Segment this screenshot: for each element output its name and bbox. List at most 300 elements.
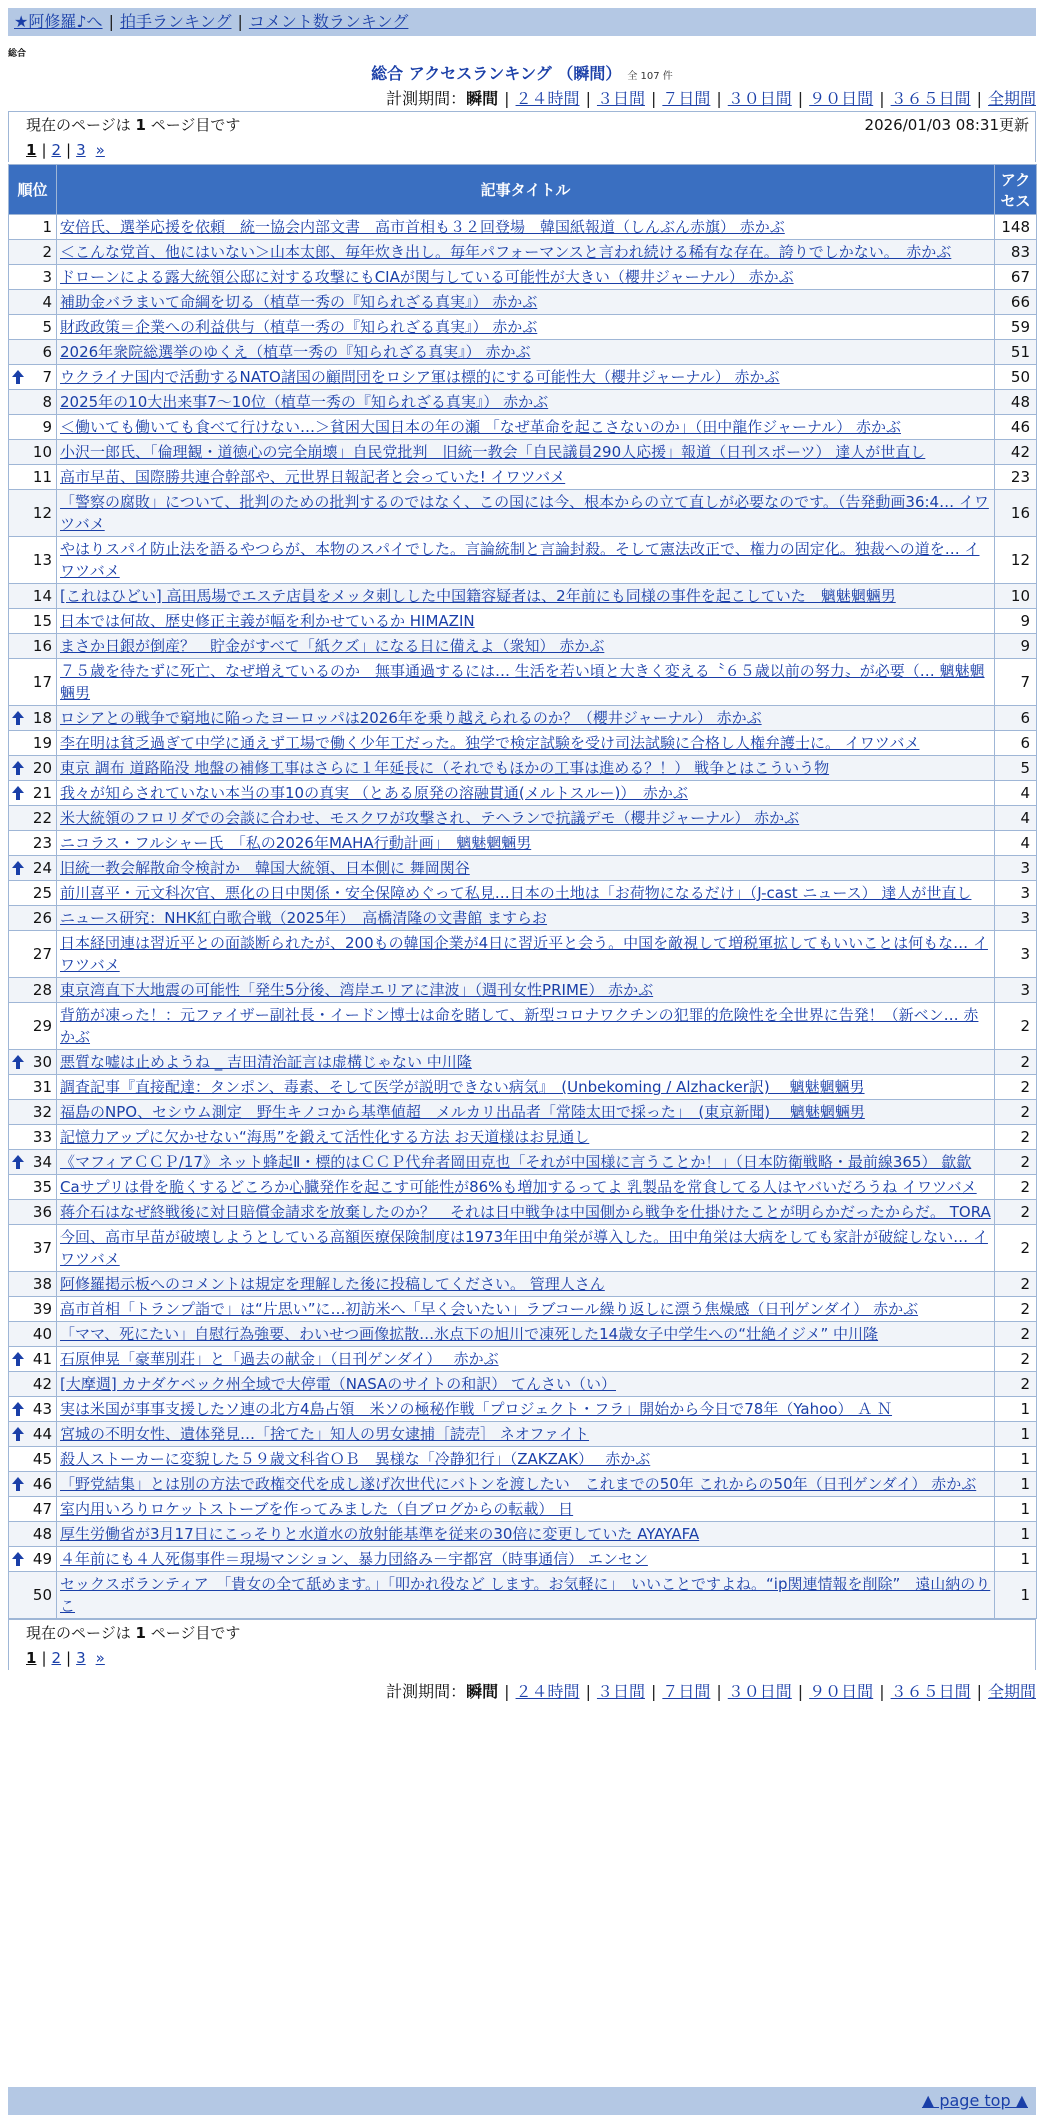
page-1-current: 1 <box>26 141 37 159</box>
article-title-link[interactable]: 東京湾直下大地震の可能性「発生5分後、湾岸エリアに津波」（週刊女性PRIME） 赤かぶ <box>60 981 654 999</box>
next-page-link[interactable]: » <box>95 141 105 159</box>
updated-timestamp: 2026/01/03 08:31更新 <box>864 116 1029 134</box>
page-link-2[interactable]: 2 <box>51 141 62 159</box>
article-title-link[interactable]: 「ママ、死にたい」自慰行為強要、わいせつ画像拡散…氷点下の旭川で凍死した14歳女子中学生への“壮絶イジメ” 中川隆 <box>60 1325 879 1343</box>
period-link-30days[interactable]: ３０日間 <box>727 89 792 108</box>
article-title-link[interactable]: 高市早苗、国際勝共連合幹部や、元世界日報記者と会っていた! イワツバメ <box>60 468 566 486</box>
rank-up-arrow-icon <box>12 761 24 775</box>
article-title-link[interactable]: セックスボランティア 「貴女の全て舐めます。」「叩かれ役など します。お気軽に」 いいことですよね。“ip関連情報を削除” 遠山納のりこ <box>60 1575 991 1615</box>
article-title-link[interactable]: 悪質な嘘は止めようね _ 吉田清治証言は虚構じゃない 中川隆 <box>60 1053 472 1071</box>
article-title-link[interactable]: 記憶力アップに欠かせない“海馬”を鍛えて活性化する方法 お天道様はお見通し <box>60 1128 590 1146</box>
title-cell <box>57 1547 995 1572</box>
access-count: 2 <box>995 1272 1037 1297</box>
article-title-link[interactable]: ロシアとの戦争で窮地に陥ったヨーロッパは2026年を乗り越えられるのか？（櫻井ジャーナル） 赤かぶ <box>60 709 762 727</box>
table-row <box>9 831 1037 856</box>
rank-cell <box>9 856 57 881</box>
access-count: 42 <box>995 440 1037 465</box>
title-cell <box>57 1175 995 1200</box>
nav-link-asyura-home[interactable]: ★阿修羅♪へ <box>14 12 103 31</box>
article-title-link[interactable]: 旧統一教会解散命令検討か 韓国大統領、日本側に 舞岡関谷 <box>60 859 470 877</box>
rank-cell <box>9 806 57 831</box>
rank-number: 25 <box>32 884 52 902</box>
period-label: 計測期間： <box>386 89 467 108</box>
table-row <box>9 415 1037 440</box>
rank-number: 27 <box>32 945 52 963</box>
article-title-link[interactable]: 福島のNPO、セシウム測定 野生キノコから基準値超 メルカリ出品者「常陸太田で採った」 (東京新聞) 魑魅魍魎男 <box>60 1103 865 1121</box>
rank-cell <box>9 1497 57 1522</box>
rank-number: 38 <box>32 1275 52 1293</box>
table-row <box>9 440 1037 465</box>
table-row <box>9 806 1037 831</box>
table-row <box>9 1225 1037 1272</box>
access-count: 2 <box>995 1125 1037 1150</box>
table-row <box>9 290 1037 315</box>
title-cell <box>57 290 995 315</box>
header-access: アクセス <box>995 165 1037 215</box>
rank-number: 12 <box>32 504 52 522</box>
article-title-link[interactable]: 日本では何故、歴史修正主義が幅を利かせているか HIMAZIN <box>60 612 475 630</box>
table-row <box>9 1297 1037 1322</box>
access-count: 46 <box>995 415 1037 440</box>
article-title-link[interactable]: Caサプリは骨を脆くするどころか心臓発作を起こす可能性が86%も増加するってよ 乳製品を常食してる人はヤバいだろうね イワツバメ <box>60 1178 977 1196</box>
access-count: 2 <box>995 1297 1037 1322</box>
current-page-number: 1 <box>135 116 146 134</box>
period-selector-bottom: 計測期間：瞬間 | ２４時間 | ３日間 | ７日間 | ３０日間 | ９０日間 | ３６５日間 | 全期間 <box>386 1682 1036 1701</box>
access-count: 2 <box>995 1050 1037 1075</box>
article-title-link[interactable]: 補助金バラまいて命綱を切る（植草一秀の『知られざる真実』） 赤かぶ <box>60 293 538 311</box>
access-count: 16 <box>995 490 1037 537</box>
article-title-link[interactable]: ニュース研究：NHK紅白歌合戦（2025年） 高橋清隆の文書館 ますらお <box>60 909 548 927</box>
article-title-link[interactable]: 我々が知らされていない本当の事10の真実 （とある原発の溶融貫通(メルトスルー)） 赤かぶ <box>60 784 688 802</box>
nav-separator: | <box>237 12 243 31</box>
rank-cell <box>9 931 57 978</box>
article-title-link[interactable]: 安倍氏、選挙応援を依頼 統一協会内部文書 高市首相も３２回登場 韓国紙報道（しんぶん赤旗） 赤かぶ <box>60 218 785 236</box>
title-cell <box>57 1447 995 1472</box>
rank-number: 18 <box>32 709 52 727</box>
header-title: 記事タイトル <box>57 165 995 215</box>
access-count: 2 <box>995 1150 1037 1175</box>
title-cell <box>57 1322 995 1347</box>
rank-cell <box>9 634 57 659</box>
table-row <box>9 1472 1037 1497</box>
table-row <box>9 731 1037 756</box>
access-count: 4 <box>995 806 1037 831</box>
period-link-7days-bottom[interactable]: ７日間 <box>662 1682 711 1701</box>
rank-cell <box>9 290 57 315</box>
article-title-link[interactable]: 高市首相「トランプ詣で」は“片思い”に…初訪米へ「早く会いたい」ラブコール繰り返しに漂う焦燥感（日刊ゲンダイ） 赤かぶ <box>60 1300 919 1318</box>
table-row <box>9 584 1037 609</box>
rank-number: 29 <box>32 1017 52 1035</box>
period-link-365days[interactable]: ３６５日間 <box>890 89 971 108</box>
title-cell <box>57 634 995 659</box>
title-cell <box>57 584 995 609</box>
article-title-link[interactable]: 《マフィアＣＣＰ/17》ネット蜂起Ⅱ・標的はＣＣＰ代弁者岡田克也「それが中国様に言うことか！」（日本防衛戦略・最前線365） 歙歙 <box>60 1153 972 1171</box>
page-link-3-bottom[interactable]: 3 <box>76 1649 86 1667</box>
rank-cell <box>9 340 57 365</box>
period-link-3days-bottom[interactable]: ３日間 <box>596 1682 645 1701</box>
rank-up-arrow-icon <box>12 1402 24 1416</box>
access-count: 2 <box>995 1003 1037 1050</box>
rank-cell <box>9 1422 57 1447</box>
rank-number: 42 <box>32 1375 52 1393</box>
period-selector-top: 計測期間：瞬間 | ２４時間 | ３日間 | ７日間 | ３０日間 | ９０日間 | ３６５日間 | 全期間 <box>386 89 1036 108</box>
rank-cell <box>9 731 57 756</box>
table-row <box>9 1050 1037 1075</box>
access-count: 2 <box>995 1100 1037 1125</box>
rank-up-arrow-icon <box>12 1352 24 1366</box>
table-row <box>9 1150 1037 1175</box>
rank-cell <box>9 1100 57 1125</box>
rank-number: 13 <box>32 551 52 569</box>
table-row <box>9 906 1037 931</box>
period-link-all[interactable]: 全期間 <box>987 89 1036 108</box>
rank-number: 24 <box>32 859 52 877</box>
access-count: 2 <box>995 1372 1037 1397</box>
current-page-info: 現在のページは 1 ページ目です 2026/01/03 08:31更新 <box>9 112 1035 138</box>
rank-number: 9 <box>42 418 52 436</box>
article-title-link[interactable]: ４年前にも４人死傷事件＝現場マンション、暴力団絡み－宇都宮（時事通信） エンセン <box>60 1550 648 1568</box>
table-row <box>9 856 1037 881</box>
rank-number: 35 <box>32 1178 52 1196</box>
access-count: 1 <box>995 1522 1037 1547</box>
period-link-24h[interactable]: ２４時間 <box>515 89 580 108</box>
title-cell <box>57 1347 995 1372</box>
table-row <box>9 240 1037 265</box>
table-row <box>9 1075 1037 1100</box>
rank-number: 37 <box>32 1239 52 1257</box>
title-cell <box>57 1472 995 1497</box>
period-link-all-bottom[interactable]: 全期間 <box>987 1682 1036 1701</box>
title-cell <box>57 906 995 931</box>
rank-number: 15 <box>32 612 52 630</box>
access-count: 12 <box>995 537 1037 584</box>
article-title-link[interactable]: やはりスパイ防止法を語るやつらが、本物のスパイでした。言論統制と言論封殺。そして憲法改正で、権力の固定化。独裁への道を… イワツバメ <box>60 540 980 580</box>
article-title-link[interactable]: まさか日銀が倒産？ 貯金がすべて「紙クズ」になる日に備えよ（衆知） 赤かぶ <box>60 637 605 655</box>
rank-cell <box>9 1547 57 1572</box>
table-row <box>9 931 1037 978</box>
pagination: 1 | 2 | 3 » <box>26 141 105 159</box>
title-cell <box>57 978 995 1003</box>
access-count: 66 <box>995 290 1037 315</box>
rank-number: 33 <box>32 1128 52 1146</box>
rank-cell <box>9 265 57 290</box>
rank-cell <box>9 1372 57 1397</box>
article-title-link[interactable]: ＜働いても働いても食べて行けない…＞貧困大国日本の年の瀬 「なぜ革命を起こさないのか」（田中龍作ジャーナル） 赤かぶ <box>60 418 901 436</box>
rank-number: 46 <box>32 1475 52 1493</box>
table-row <box>9 390 1037 415</box>
article-title-link[interactable]: ウクライナ国内で活動するNATO諸国の顧問団をロシア軍は標的にする可能性大（櫻井ジャーナル） 赤かぶ <box>60 368 780 386</box>
rank-number: 36 <box>32 1203 52 1221</box>
rank-number: 31 <box>32 1078 52 1096</box>
table-row <box>9 1522 1037 1547</box>
table-row <box>9 1422 1037 1447</box>
access-count: 2 <box>995 1322 1037 1347</box>
access-count: 2 <box>995 1225 1037 1272</box>
title-cell <box>57 931 995 978</box>
rank-number: 50 <box>32 1586 52 1604</box>
rank-number: 19 <box>32 734 52 752</box>
rank-cell <box>9 1125 57 1150</box>
title-cell <box>57 1497 995 1522</box>
table-row <box>9 1572 1037 1619</box>
rank-cell <box>9 1572 57 1619</box>
table-row <box>9 215 1037 240</box>
page-1-current-bottom: 1 <box>26 1649 37 1667</box>
title-cell <box>57 1150 995 1175</box>
rank-up-arrow-icon <box>12 1427 24 1441</box>
table-row <box>9 1372 1037 1397</box>
title-cell <box>57 609 995 634</box>
table-row <box>9 634 1037 659</box>
access-count: 4 <box>995 781 1037 806</box>
title-cell <box>57 856 995 881</box>
title-cell <box>57 1050 995 1075</box>
table-row <box>9 659 1037 706</box>
article-title-link[interactable]: 財政政策＝企業への利益供与（植草一秀の『知られざる真実』） 赤かぶ <box>60 318 538 336</box>
access-count: 3 <box>995 881 1037 906</box>
access-count: 1 <box>995 1447 1037 1472</box>
article-title-link[interactable]: 東京 調布 道路陥没 地盤の補修工事はさらに１年延長に（それでもほかの工事は進める？！） 戦争とはこういう物 <box>60 759 830 777</box>
access-count: 1 <box>995 1572 1037 1619</box>
rank-cell <box>9 215 57 240</box>
rank-number: 48 <box>32 1525 52 1543</box>
rank-number: 17 <box>32 673 52 691</box>
article-title-link[interactable]: 厚生労働省が3月17日にこっそりと水道水の放射能基準を従来の30倍に変更していた AYAYAFA <box>60 1525 700 1543</box>
title-cell <box>57 1225 995 1272</box>
table-row <box>9 1125 1037 1150</box>
rank-up-arrow-icon <box>12 711 24 725</box>
table-row <box>9 465 1037 490</box>
title-cell <box>57 1200 995 1225</box>
rank-number: 7 <box>42 368 52 386</box>
article-title-link[interactable]: [これはひどい] 高田馬場でエステ店員をメッタ刺しした中国籍容疑者は、2年前にも同様の事件を起こしていた 魑魅魍魎男 <box>60 587 896 605</box>
period-link-30days-bottom[interactable]: ３０日間 <box>727 1682 792 1701</box>
table-row <box>9 537 1037 584</box>
access-count: 2 <box>995 1200 1037 1225</box>
article-title-link[interactable]: 宮城の不明女性、遺体発見…「捨てた」知人の男女逮捕［読売］ ネオファイト <box>60 1425 590 1443</box>
period-link-7days[interactable]: ７日間 <box>662 89 711 108</box>
rank-cell <box>9 1522 57 1547</box>
rank-cell <box>9 1075 57 1100</box>
table-row <box>9 1272 1037 1297</box>
next-page-link-bottom[interactable]: » <box>95 1649 105 1667</box>
title-cell <box>57 781 995 806</box>
period-link-90days-bottom[interactable]: ９０日間 <box>809 1682 874 1701</box>
table-row <box>9 1003 1037 1050</box>
table-row <box>9 490 1037 537</box>
table-row <box>9 706 1037 731</box>
article-title-link[interactable]: 阿修羅掲示板へのコメントは規定を理解した後に投稿してください。 管理人さん <box>60 1275 605 1293</box>
rank-number: 8 <box>42 393 52 411</box>
article-title-link[interactable]: 「警察の腐敗」について、批判のための批判するのではなく、この国には今、根本からの立て直しが必要なのです。（告発動画36:4… イワツバメ <box>60 493 989 533</box>
table-row <box>9 1447 1037 1472</box>
rank-number: 16 <box>32 637 52 655</box>
title-cell <box>57 215 995 240</box>
article-title-link[interactable]: 2026年衆院総選挙のゆくえ（植草一秀の『知られざる真実』） 赤かぶ <box>60 343 531 361</box>
article-title-link[interactable]: 前川喜平・元文科次官、悪化の日中関係・安全保障めぐって私見…日本の土地は「お荷物になるだけ」（J-cast ニュース） 達人が世直し <box>60 884 972 902</box>
access-count: 1 <box>995 1397 1037 1422</box>
title-cell <box>57 1397 995 1422</box>
article-title-link[interactable]: 蒋介石はなぜ終戦後に対日賠償金請求を放棄したのか？ それは日中戦争は中国側から戦争を仕掛けたことが明らかだったからだ。 TORA <box>60 1203 991 1221</box>
paging-box-bottom <box>8 1619 1036 1670</box>
rank-cell <box>9 1225 57 1272</box>
article-title-link[interactable]: 殺人ストーカーに変貌した５９歳文科省ＯＢ 異様な「冷静犯行」（ZAKZAK） 赤かぶ <box>60 1450 651 1468</box>
period-link-365days-bottom[interactable]: ３６５日間 <box>890 1682 971 1701</box>
access-count: 83 <box>995 240 1037 265</box>
rank-number: 49 <box>32 1550 52 1568</box>
rank-cell <box>9 584 57 609</box>
title-cell <box>57 1522 995 1547</box>
rank-cell <box>9 1447 57 1472</box>
table-header-row <box>9 165 1037 215</box>
title-cell <box>57 465 995 490</box>
article-title-link[interactable]: 実は米国が事事支援したソ連の北方4島占領 米ソの極秘作戦「プロジェクト・フラ」開始から今日で78年（Yahoo） Ａ Ｎ <box>60 1400 893 1418</box>
access-count: 67 <box>995 265 1037 290</box>
rank-cell <box>9 831 57 856</box>
article-title-link[interactable]: 今回、高市早苗が破壊しようとしている高額医療保険制度は1973年田中角栄が導入した。田中角栄は大病をしても家計が破綻しない… イワツバメ <box>60 1228 988 1268</box>
rank-cell <box>9 1175 57 1200</box>
access-count: 9 <box>995 609 1037 634</box>
table-row <box>9 365 1037 390</box>
rank-number: 22 <box>32 809 52 827</box>
rank-up-arrow-icon <box>12 786 24 800</box>
article-title-link[interactable]: 背筋が凍った！：元ファイザー副社長・イードン博士は命を賭して、新型コロナワクチンの犯罪的危険性を全世界に告発！（新ベン… 赤かぶ <box>60 1006 979 1046</box>
page-top-link[interactable]: ▲ page top ▲ <box>921 2091 1028 2110</box>
rank-number: 43 <box>32 1400 52 1418</box>
access-count: 7 <box>995 659 1037 706</box>
rank-cell <box>9 1472 57 1497</box>
rank-cell <box>9 609 57 634</box>
title-cell <box>57 537 995 584</box>
rank-cell <box>9 1050 57 1075</box>
title-cell <box>57 1100 995 1125</box>
rank-number: 21 <box>32 784 52 802</box>
rank-number: 23 <box>32 834 52 852</box>
title-cell <box>57 706 995 731</box>
article-title-link[interactable]: 李在明は貧乏過ぎて中学に通えず工場で働く少年工だった。独学で検定試験を受け司法試験に合格し人権弁護士に。 イワツバメ <box>60 734 920 752</box>
rank-number: 41 <box>32 1350 52 1368</box>
header-rank: 順位 <box>9 165 57 215</box>
period-link-24h-bottom[interactable]: ２４時間 <box>515 1682 580 1701</box>
table-row <box>9 881 1037 906</box>
title-cell <box>57 440 995 465</box>
page-title <box>0 61 1044 84</box>
top-nav-bar <box>8 8 1036 36</box>
access-count: 3 <box>995 856 1037 881</box>
rank-cell <box>9 465 57 490</box>
category-label: 総合 <box>8 49 27 59</box>
rank-up-arrow-icon <box>12 1055 24 1069</box>
rank-number: 44 <box>32 1425 52 1443</box>
title-cell <box>57 415 995 440</box>
rank-cell <box>9 1297 57 1322</box>
table-row <box>9 781 1037 806</box>
article-title-link[interactable]: ７５歳を待たずに死亡、なぜ増えているのか 無事通過するには… 生活を若い頃と大きく変える〝６５歳以前の努力〟が必要（… 魑魅魍魎男 <box>60 662 985 702</box>
page-title-text: 総合 アクセスランキング （瞬間） <box>371 64 622 83</box>
title-cell <box>57 881 995 906</box>
article-title-link[interactable]: 日本経団連は習近平との面談断られたが、200もの韓国企業が4日に習近平と会う。中国を敵視して増税軍拡してもいいことは何もな… イワツバメ <box>60 934 988 974</box>
title-cell <box>57 756 995 781</box>
access-count: 51 <box>995 340 1037 365</box>
rank-cell <box>9 781 57 806</box>
rank-cell <box>9 365 57 390</box>
title-cell <box>57 1003 995 1050</box>
article-title-link[interactable]: ニコラス・フルシャー氏 「私の2026年MAHA行動計画」 魑魅魍魎男 <box>60 834 532 852</box>
access-count: 1 <box>995 1472 1037 1497</box>
article-title-link[interactable]: [大摩週] カナダケベック州全域で大停電（NASAのサイトの和訳） てんさい（い） <box>60 1375 616 1393</box>
rank-cell <box>9 906 57 931</box>
table-row <box>9 1347 1037 1372</box>
nav-link-comment-ranking[interactable]: コメント数ランキング <box>248 12 409 31</box>
rank-cell <box>9 1272 57 1297</box>
rank-cell <box>9 1150 57 1175</box>
access-count: 23 <box>995 465 1037 490</box>
footer-bar <box>8 2087 1036 2115</box>
article-title-link[interactable]: ドローンによる露大統領公邸に対する攻撃にもCIAが関与している可能性が大きい（櫻井ジャーナル） 赤かぶ <box>60 268 794 286</box>
title-cell <box>57 490 995 537</box>
article-title-link[interactable]: 調査記事『直接配達：タンポン、毒素、そして医学が説明できない病気』 (Unbekoming / Alzhacker訳) 魑魅魍魎男 <box>60 1078 865 1096</box>
title-cell <box>57 1075 995 1100</box>
nav-separator: | <box>108 12 114 31</box>
rank-cell <box>9 706 57 731</box>
rank-cell <box>9 1200 57 1225</box>
rank-cell <box>9 315 57 340</box>
table-row <box>9 1322 1037 1347</box>
rank-number: 45 <box>32 1450 52 1468</box>
nav-link-clap-ranking[interactable]: 拍手ランキング <box>119 12 232 31</box>
rank-cell <box>9 881 57 906</box>
article-title-link[interactable]: 室内用いろりロケットストーブを作ってみました（自ブログからの転載） 日 <box>60 1500 574 1518</box>
page-link-3[interactable]: 3 <box>76 141 86 159</box>
article-title-link[interactable]: 「野党結集」とは別の方法で政権交代を成し遂げ次世代にバトンを渡したい これまでの50年 これからの50年（日刊ゲンダイ） 赤かぶ <box>60 1475 977 1493</box>
title-cell <box>57 831 995 856</box>
rank-number: 2 <box>42 243 52 261</box>
access-count: 6 <box>995 731 1037 756</box>
title-cell <box>57 1272 995 1297</box>
rank-cell <box>9 240 57 265</box>
rank-number: 3 <box>42 268 52 286</box>
table-row <box>9 265 1037 290</box>
article-title-link[interactable]: ＜こんな党首、他にはいない＞山本太郎、毎年炊き出し。毎年パフォーマンスと言われ続ける稀有な存在。誇りでしかない。 赤かぶ <box>60 243 952 261</box>
article-title-link[interactable]: 米大統領のフロリダでの会談に合わせ、モスクワが攻撃され、テヘランで抗議デモ（櫻井ジャーナル） 赤かぶ <box>60 809 800 827</box>
current-page-number-bottom: 1 <box>135 1624 146 1642</box>
rank-number: 26 <box>32 909 52 927</box>
rank-cell <box>9 1397 57 1422</box>
article-title-link[interactable]: 2025年の10大出来事7～10位（植草一秀の『知られざる真実』） 赤かぶ <box>60 393 549 411</box>
title-cell <box>57 806 995 831</box>
table-row <box>9 1497 1037 1522</box>
rank-up-arrow-icon <box>12 1155 24 1169</box>
title-cell <box>57 1372 995 1397</box>
ranking-table-body <box>9 215 1037 1619</box>
title-cell <box>57 390 995 415</box>
article-title-link[interactable]: 石原伸晃「豪華別荘」と「過去の献金」（日刊ゲンダイ） 赤かぶ <box>60 1350 499 1368</box>
article-title-link[interactable]: 小沢一郎氏、「倫理観・道徳心の完全崩壊」自民党批判 旧統一教会「自民議員290人応援」報道（日刊スポーツ） 達人が世直し <box>60 443 926 461</box>
access-count: 148 <box>995 215 1037 240</box>
title-cell <box>57 1572 995 1619</box>
rank-number: 4 <box>42 293 52 311</box>
table-row <box>9 1547 1037 1572</box>
rank-number: 34 <box>32 1153 52 1171</box>
rank-cell <box>9 659 57 706</box>
page-link-2-bottom[interactable]: 2 <box>51 1649 62 1667</box>
period-link-90days[interactable]: ９０日間 <box>809 89 874 108</box>
access-count: 2 <box>995 1175 1037 1200</box>
access-count: 59 <box>995 315 1037 340</box>
period-link-3days[interactable]: ３日間 <box>596 89 645 108</box>
access-count: 4 <box>995 831 1037 856</box>
rank-up-arrow-icon <box>12 370 24 384</box>
